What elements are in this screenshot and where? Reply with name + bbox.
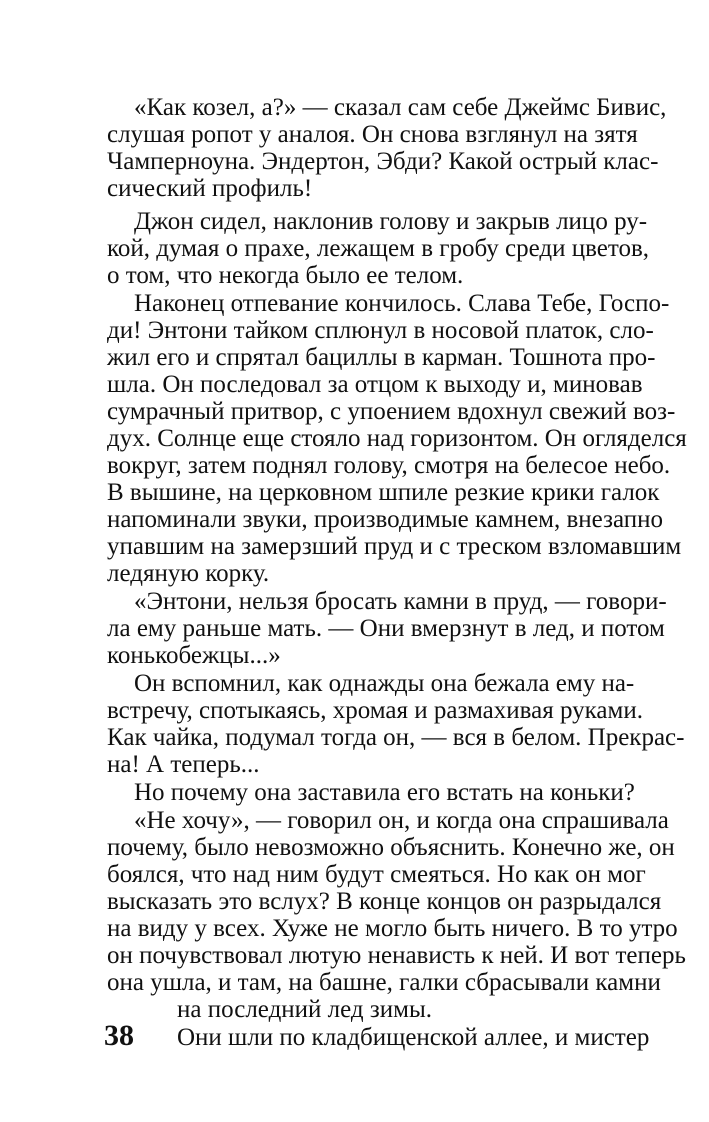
text-line: на последний лед зимы. [177,996,433,1023]
text-line: жил его и спрятал бациллы в карман. Тошнота про- [107,344,656,371]
text-line: встречу, спотыкаясь, хромая и размахивая руками. [107,697,643,724]
text-line: Чамперноуна. Эндертон, Эбди? Какой острый клас- [107,148,659,175]
text-line: он почувствовал лютую ненависть к ней. И вот теперь [107,942,686,969]
text-line: шла. Он последовал за отцом к выходу и, миновав [107,371,643,398]
footer-line: Они шли по кладбищенской аллее, и мистер [177,1024,650,1051]
text-line: ди! Энтони тайком сплюнул в носовой платок, сло- [107,317,654,344]
text-line: Наконец отпевание кончилось. Слава Тебе, Госпо- [134,290,670,317]
text-line: кой, думая о прахе, лежащем в гробу среди цветов, [107,235,650,262]
text-line: боялся, что над ним будут смеяться. Но как он мог [107,861,646,888]
text-line: на! А теперь... [107,751,260,778]
text-line: ла ему раньше мать. — Они вмерзнут в лед, и потом [107,615,665,642]
text-line: вокруг, затем поднял голову, смотря на белесое небо. [107,452,671,479]
text-line: сумрачный притвор, с упоением вдохнул свежий воз- [107,398,676,425]
text-line: Джон сидел, наклонив голову и закрыв лицо ру- [134,208,648,235]
text-line: напоминали звуки, производимые камнем, внезапно [107,506,663,533]
text-line: Он вспомнил, как однажды она бежала ему на- [134,670,635,697]
text-line: «Энтони, нельзя бросать камни в пруд, — говори- [134,588,667,615]
text-line: «Не хочу», — говорил он, и когда она спрашивала [134,807,669,834]
text-line: Как чайка, подумал тогда он, — вся в белом. Прекрас- [107,724,685,751]
text-line: «Как козел, а?» — сказал сам себе Джеймс Бивис, [134,94,667,121]
text-line: ледяную корку. [107,560,270,587]
text-line: высказать это вслух? В конце концов он разрыдался [107,888,662,915]
text-line: слушая ропот у аналоя. Он снова взглянул на зятя [107,121,638,148]
text-line: она ушла, и там, на башне, галки сбрасывали камни [107,969,661,996]
page-number: 38 [104,1019,134,1052]
text-line: почему, было невозможно объяснить. Конечно же, он [107,834,675,861]
text-line: упавшим на замерзший пруд и с треском взломавшим [107,533,682,560]
text-line: Но почему она заставила его встать на коньки? [134,779,635,806]
text-line: конькобежцы...» [107,642,281,669]
text-line: сический профиль! [107,175,313,202]
text-line: дух. Солнце еще стояло над горизонтом. Он огляделся [107,425,687,452]
text-line: о том, что некогда было ее телом. [107,262,464,289]
text-line: на виду у всех. Хуже не могло быть ничего. В то утро [107,915,678,942]
text-line: В вышине, на церковном шпиле резкие крики галок [107,479,660,506]
